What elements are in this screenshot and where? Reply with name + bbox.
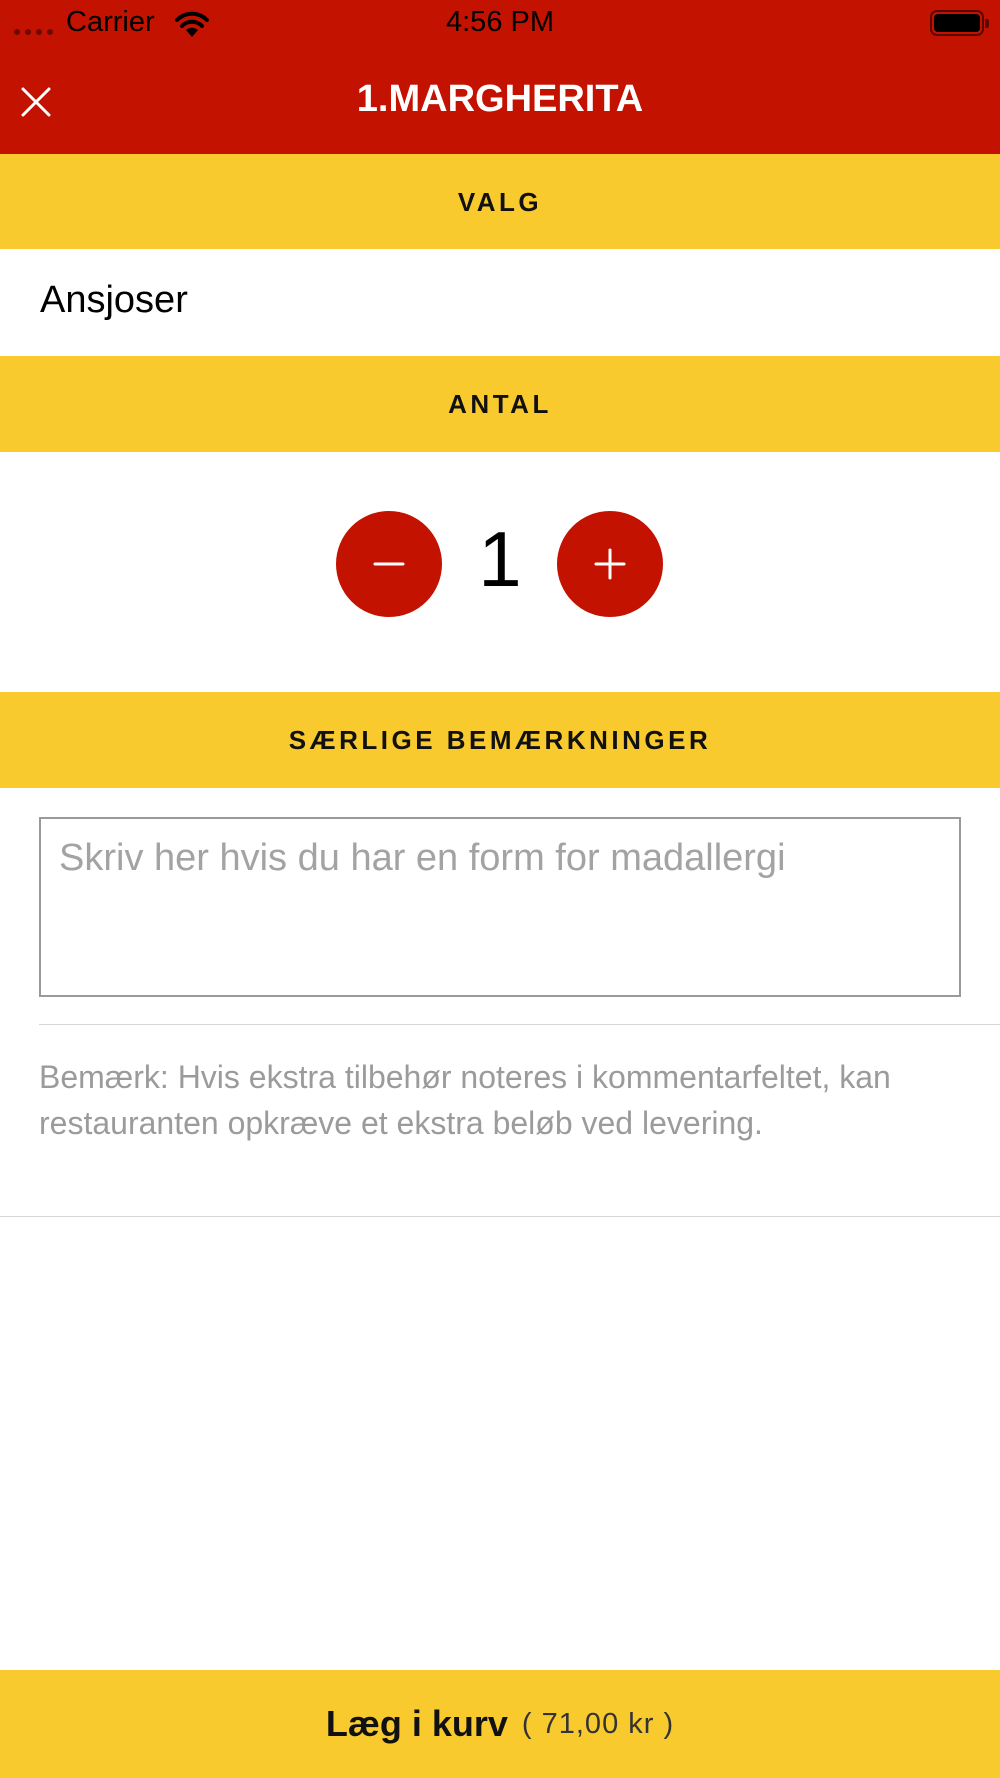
status-time: 4:56 PM <box>446 6 554 38</box>
increment-button[interactable] <box>557 511 663 617</box>
option-row[interactable] <box>0 249 1000 355</box>
add-to-cart-label: Læg i kurv <box>325 1703 508 1744</box>
section-header-remarks <box>0 692 1000 788</box>
cart-price: ( 71,00 kr ) <box>521 1707 675 1740</box>
option-label: Ansjoser <box>40 279 188 321</box>
allergy-notes-field[interactable] <box>39 817 961 997</box>
carrier-name: Carrier <box>66 6 155 38</box>
divider <box>39 1024 1000 1025</box>
divider <box>0 1216 1000 1217</box>
decrement-button[interactable] <box>336 511 442 617</box>
plus-icon <box>557 511 663 617</box>
remarks-note: Bemærk: Hvis ekstra tilbehør noteres i kommentarfeltet, kan restauranten opkræve et ekstra beløb ved levering. <box>39 1059 891 1141</box>
page-title: 1.MARGHERITA <box>356 78 644 120</box>
section-header-remarks-label: SÆRLIGE BEMÆRKNINGER <box>288 724 712 755</box>
status-bar <box>0 0 1000 48</box>
battery-icon <box>930 10 984 36</box>
add-to-cart-button[interactable] <box>0 1670 1000 1778</box>
section-header-quantity-label: ANTAL <box>448 388 552 419</box>
section-header-choice <box>0 154 1000 250</box>
section-header-quantity <box>0 356 1000 452</box>
quantity-value: 1 <box>478 515 522 603</box>
header-bar <box>0 0 1000 154</box>
section-header-choice-label: VALG <box>457 186 543 217</box>
minus-icon <box>336 511 442 617</box>
